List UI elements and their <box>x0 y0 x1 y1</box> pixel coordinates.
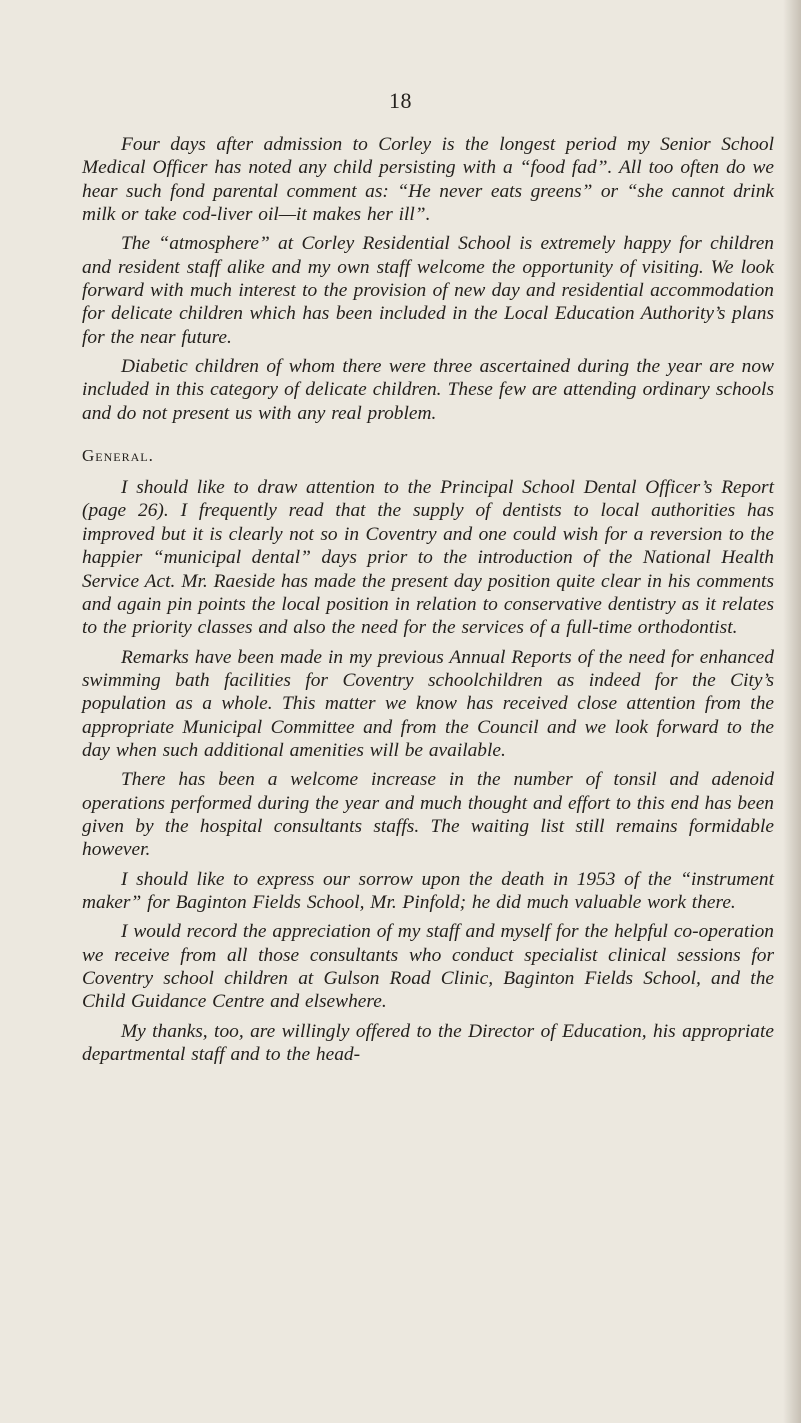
paragraph-director-thanks: My thanks, too, are willingly offered to the Director of Education, his appropriate departmental staff and to the head- <box>82 1020 774 1066</box>
paragraph-instrument-maker: I should like to express our sorrow upon the death in 1953 of the “instrument maker” for Baginton Fields School, Mr. Pinfold; he did much valuable work there. <box>82 868 774 913</box>
paragraph-tonsil-operations: There has been a welcome increase in the number of tonsil and adenoid operations performed during the year and much thought and effort to this end has been given by the hospital consultants staffs. The waiting list still remains formidable however. <box>82 769 774 861</box>
paragraph-diabetic-children: Diabetic children of whom there were three ascertained during the year are now included in this category of delicate children. These few are attending ordinary schools and do not present us with any real problem. <box>82 356 774 424</box>
paragraph-swimming-bath: Remarks have been made in my previous Annual Reports of the need for enhanced swimming bath facilities for Coventry schoolchildren as indeed for the City’s population as a whole. This matter we know has received close attention from the appropriate Municipal Committee and from the Council and we look forward to the day when such additional amenities will be available. <box>82 646 774 761</box>
page-edge-shadow <box>783 0 801 1423</box>
paragraph-corley-atmosphere: The “atmosphere” at Corley Residential School is extremely happy for children and resident staff alike and my own staff welcome the opportunity of visiting. We look forward with much interest to the provision of new day and residential accommodation for delicate children which has been included in the Local Education Authority’s plans for the near future. <box>82 233 774 348</box>
page-number: 18 <box>389 88 412 113</box>
section-heading-general: General. <box>82 446 154 466</box>
paragraph-consultants-appreciation: I would record the appreciation of my staff and myself for the helpful co-operation we receive from all those consultants who conduct specialist clinical sessions for Coventry school children at Gulson Road Clinic, Baginton Fields School, and the Child Guidance Centre and elsewhere. <box>82 921 774 1013</box>
paragraph-dental-report: I should like to draw attention to the Principal School Dental Officer’s Report (page 26). I frequently read that the supply of dentists to local authorities has improved but it is clearly not so in Coventry and one could wish for a reversion to the happier “municipal dental” days prior to the introduction of the National Health Service Act. Mr. Raeside has made the present day position quite clear in his comments and again pin points the local position in relation to conservative dentistry as it relates to the priority classes and also the need for the services of a full-time orthodontist. <box>82 477 774 639</box>
paragraph-food-fad: Four days after admission to Corley is the longest period my Senior School Medical Officer has noted any child persisting with a “food fad”. All too often do we hear such fond parental comment as: “He never eats greens” or “she cannot drink milk or take cod-liver oil—it makes her ill”. <box>82 134 774 226</box>
page-body <box>82 133 774 1072</box>
